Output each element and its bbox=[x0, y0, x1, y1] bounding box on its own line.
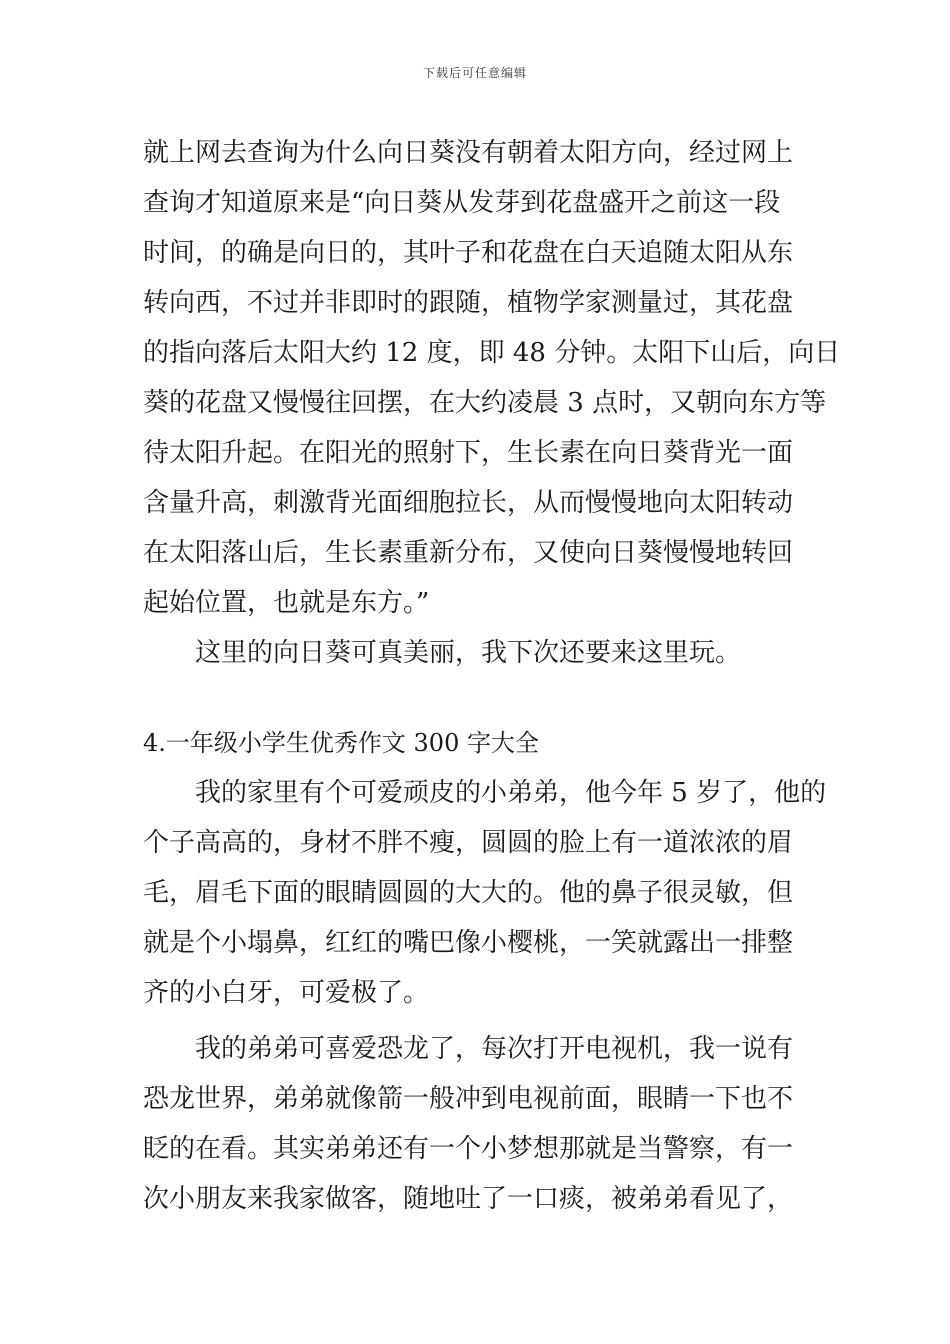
text-line: 就上网去查询为什么向日葵没有朝着太阳方向，经过网上 bbox=[143, 138, 794, 168]
text-line: 含量升高，刺激背光面细胞拉长，从而慢慢地向太阳转动 bbox=[143, 488, 794, 518]
document-body bbox=[143, 128, 841, 1224]
text-line: 转向西，不过并非即时的跟随，植物学家测量过，其花盘 bbox=[143, 288, 794, 318]
text-line: 的指向落后太阳大约 12 度，即 48 分钟。太阳下山后，向日 bbox=[143, 338, 841, 368]
text-line: 起始位置，也就是东方。” bbox=[143, 588, 430, 618]
text-line: 待太阳升起。在阳光的照射下，生长素在向日葵背光一面 bbox=[143, 438, 794, 468]
text-line: 时间，的确是向日的，其叶子和花盘在白天追随太阳从东 bbox=[143, 238, 794, 268]
text-line: 恐龙世界，弟弟就像箭一般冲到电视前面，眼睛一下也不 bbox=[143, 1084, 794, 1114]
text-line: 个子高高的，身材不胖不瘦，圆圆的脸上有一道浓浓的眉 bbox=[143, 828, 794, 858]
text-line: 我的家里有个可爱顽皮的小弟弟，他今年 5 岁了，他的 bbox=[195, 778, 827, 808]
text-line: 查询才知道原来是“向日葵从发芽到花盘盛开之前这一段 bbox=[143, 188, 781, 218]
page-header: 下载后可任意编辑 bbox=[422, 66, 527, 80]
text-line: 眨的在看。其实弟弟还有一个小梦想那就是当警察，有一 bbox=[143, 1134, 794, 1164]
paragraph-closing: 这里的向日葵可真美丽，我下次还要来这里玩。 bbox=[195, 638, 742, 668]
paragraph-little-brother bbox=[143, 768, 827, 1018]
text-line: 就是个小塌鼻，红红的嘴巴像小樱桃，一笑就露出一排整 bbox=[143, 928, 794, 958]
text-line: 次小朋友来我家做客，随地吐了一口痰，被弟弟看见了， bbox=[143, 1184, 794, 1214]
section-spacer bbox=[143, 678, 808, 718]
section-heading: 4.一年级小学生优秀作文 300 字大全 bbox=[143, 729, 539, 757]
paragraph-dinosaur bbox=[143, 1024, 808, 1224]
text-line: 齐的小白牙，可爱极了。 bbox=[143, 978, 430, 1008]
text-line: 毛，眉毛下面的眼睛圆圆的大大的。他的鼻子很灵敏，但 bbox=[143, 878, 794, 908]
paragraph-sunflower-explanation bbox=[143, 128, 841, 628]
text-line: 我的弟弟可喜爱恐龙了，每次打开电视机，我一说有 bbox=[195, 1034, 794, 1064]
text-line: 在太阳落山后，生长素重新分布，又使向日葵慢慢地转回 bbox=[143, 538, 794, 568]
text-line: 葵的花盘又慢慢往回摆，在大约凌晨 3 点时，又朝向东方等 bbox=[143, 388, 827, 418]
